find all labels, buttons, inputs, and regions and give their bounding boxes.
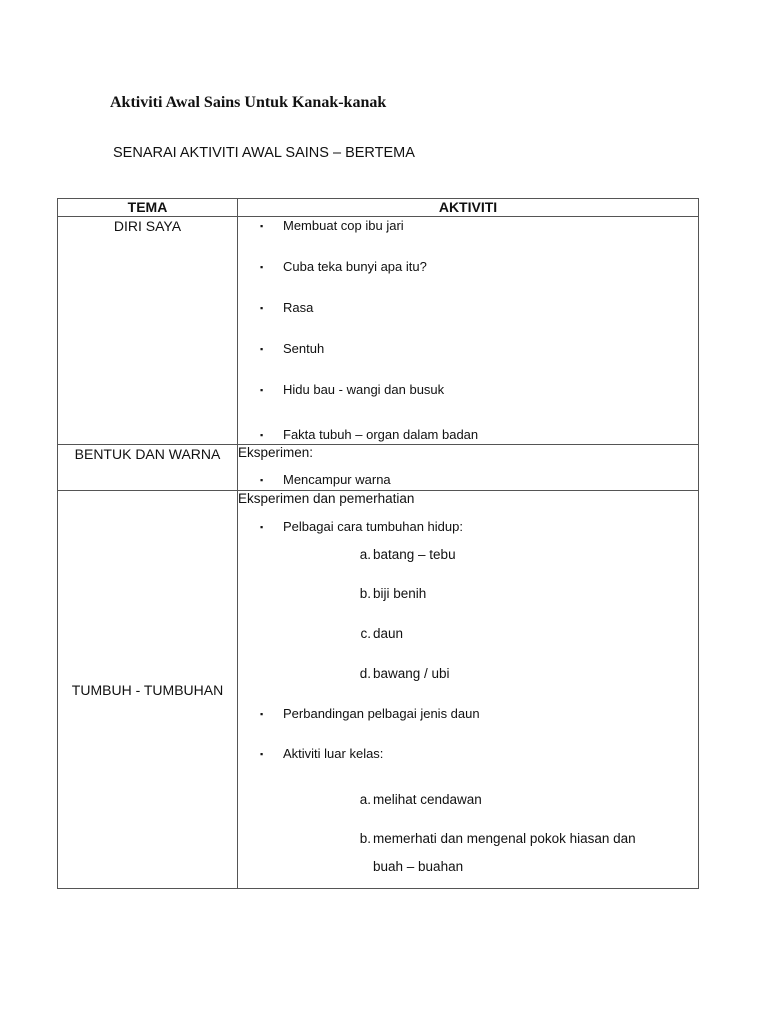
table-row <box>58 445 699 491</box>
table-row <box>58 217 699 445</box>
aktiviti-cell: Eksperimen: Mencampur warna <box>238 445 699 491</box>
document-subtitle: SENARAI AKTIVITI AWAL SAINS – BERTEMA <box>113 145 415 161</box>
intro-text: Eksperimen dan pemerhatian <box>238 491 415 506</box>
aktiviti-cell: Eksperimen dan pemerhatian Pelbagai cara tumbuhan hidup: a. batang – tebu b. biji benih c. daun d. bawang / ubi Perbandingan pelbagai jenis daun Aktiviti luar kelas: a. melihat cendawan b. memerhati dan mengenal pokok hiasan dan buah – buahan <box>238 491 699 889</box>
tema-cell: DIRI SAYA <box>58 217 238 445</box>
intro-text: Eksperimen: <box>238 445 314 460</box>
tema-cell: BENTUK DAN WARNA <box>58 445 238 491</box>
header-aktiviti: AKTIVITI <box>238 199 699 217</box>
table-row <box>58 491 699 889</box>
aktiviti-cell: Membuat cop ibu jari Cuba teka bunyi apa itu? Rasa Sentuh Hidu bau - wangi dan busuk Fakta tubuh – organ dalam badan <box>238 217 699 445</box>
table-header-row <box>58 199 699 217</box>
activity-table <box>57 198 699 889</box>
document-title: Aktiviti Awal Sains Untuk Kanak-kanak <box>110 94 387 111</box>
header-tema: TEMA <box>58 199 238 217</box>
tema-cell: TUMBUH - TUMBUHAN <box>58 491 238 889</box>
